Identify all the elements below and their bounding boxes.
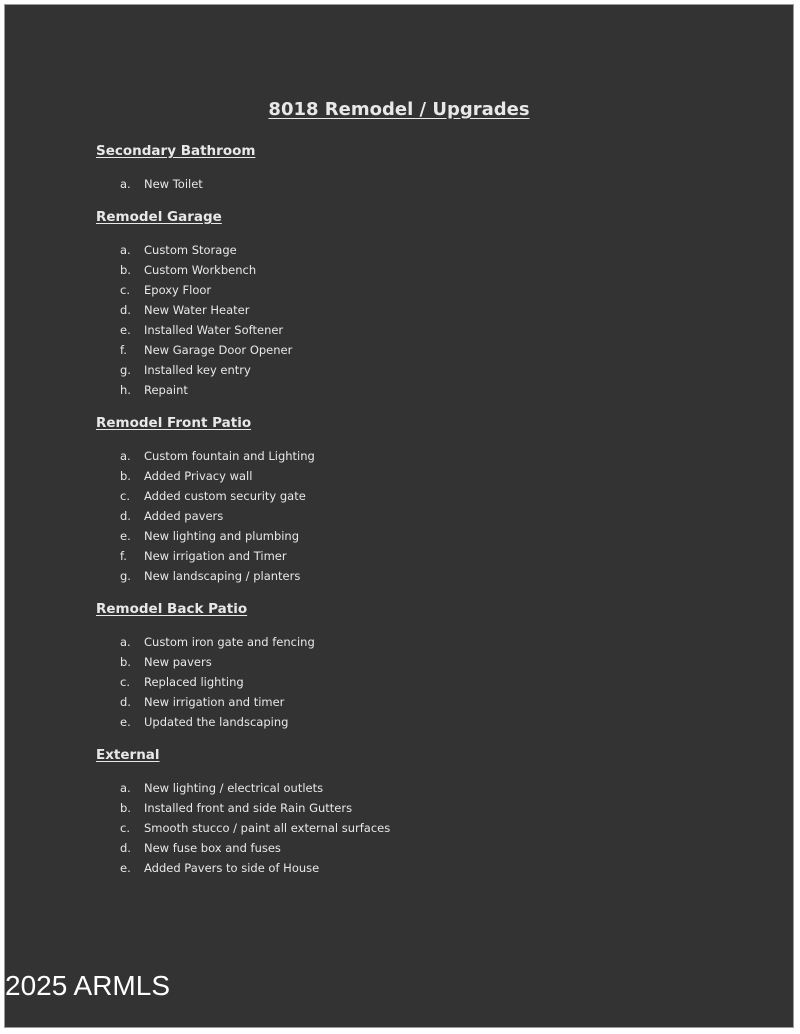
list-item-text: Added Pavers to side of House (144, 861, 320, 875)
list-item-text: Installed key entry (144, 363, 251, 377)
list-marker: d. (120, 841, 131, 855)
list-item (96, 174, 696, 194)
list-item-text: New Water Heater (144, 303, 250, 317)
list-item-text: Custom fountain and Lighting (144, 449, 315, 463)
list-marker: g. (120, 363, 131, 377)
list-item-text: Added Privacy wall (144, 469, 253, 483)
list-marker: f. (120, 343, 127, 357)
section-heading: Remodel Back Patio (96, 601, 248, 617)
list-item-text: Epoxy Floor (144, 283, 212, 297)
list-item-text: New pavers (144, 655, 212, 669)
section-external (96, 745, 696, 891)
list-item (96, 320, 696, 340)
list-item-text: Added pavers (144, 509, 224, 523)
list-marker: e. (120, 529, 131, 543)
list-item-text: Custom Storage (144, 243, 237, 257)
section-heading: Remodel Garage (96, 209, 222, 225)
list-item (96, 300, 696, 320)
section-heading: Remodel Front Patio (96, 415, 252, 431)
list-item-text: Added custom security gate (144, 489, 306, 503)
list-item (96, 798, 696, 818)
list-item (96, 672, 696, 692)
list-item-text: New Toilet (144, 177, 203, 191)
item-list (96, 433, 696, 599)
list-item-text: Repaint (144, 383, 188, 397)
list-marker: a. (120, 635, 131, 649)
list-item (96, 692, 696, 712)
document-title: 8018 Remodel / Upgrades (268, 99, 530, 120)
list-marker: e. (120, 323, 131, 337)
list-item (96, 506, 696, 526)
list-marker: b. (120, 801, 131, 815)
list-item-text: Smooth stucco / paint all external surfaces (144, 821, 391, 835)
list-marker: a. (120, 243, 131, 257)
list-item (96, 778, 696, 798)
list-item (96, 260, 696, 280)
document-body (96, 141, 696, 891)
list-marker: b. (120, 655, 131, 669)
item-list (96, 619, 696, 745)
list-marker: d. (120, 303, 131, 317)
section-remodel-garage (96, 207, 696, 413)
list-marker: a. (120, 781, 131, 795)
list-item (96, 466, 696, 486)
list-item (96, 546, 696, 566)
list-marker: c. (120, 821, 130, 835)
section-remodel-front-patio (96, 413, 696, 599)
section-heading: Secondary Bathroom (96, 143, 256, 159)
list-item (96, 818, 696, 838)
list-item (96, 652, 696, 672)
list-item (96, 360, 696, 380)
section-heading: External (96, 747, 160, 763)
list-marker: b. (120, 263, 131, 277)
list-marker: d. (120, 695, 131, 709)
list-item (96, 526, 696, 546)
section-remodel-back-patio (96, 599, 696, 745)
list-marker: f. (120, 549, 127, 563)
list-item-text: New lighting / electrical outlets (144, 781, 324, 795)
list-item (96, 280, 696, 300)
list-item (96, 486, 696, 506)
list-item-text: Installed Water Softener (144, 323, 284, 337)
list-item-text: Custom Workbench (144, 263, 257, 277)
list-item (96, 632, 696, 652)
list-item-text: New irrigation and Timer (144, 549, 287, 563)
list-marker: e. (120, 715, 131, 729)
list-item (96, 240, 696, 260)
list-item (96, 858, 696, 878)
list-marker: g. (120, 569, 131, 583)
list-item-text: New lighting and plumbing (144, 529, 300, 543)
list-item (96, 380, 696, 400)
list-item-text: New fuse box and fuses (144, 841, 281, 855)
list-item-text: Updated the landscaping (144, 715, 289, 729)
item-list (96, 161, 696, 207)
list-item-text: New landscaping / planters (144, 569, 301, 583)
list-marker: d. (120, 509, 131, 523)
list-item-text: Replaced lighting (144, 675, 244, 689)
copyright-watermark: 2025 ARMLS (5, 970, 170, 1001)
list-item-text: Installed front and side Rain Gutters (144, 801, 353, 815)
list-item-text: New Garage Door Opener (144, 343, 293, 357)
list-marker: c. (120, 489, 130, 503)
list-item (96, 566, 696, 586)
item-list (96, 227, 696, 413)
list-marker: a. (120, 177, 131, 191)
document-page (4, 4, 794, 1028)
list-item (96, 712, 696, 732)
item-list (96, 765, 696, 891)
list-item (96, 446, 696, 466)
section-secondary-bathroom (96, 141, 696, 207)
list-item (96, 340, 696, 360)
list-marker: b. (120, 469, 131, 483)
list-marker: c. (120, 675, 130, 689)
list-marker: a. (120, 449, 131, 463)
list-marker: e. (120, 861, 131, 875)
list-item-text: New irrigation and timer (144, 695, 285, 709)
list-item-text: Custom iron gate and fencing (144, 635, 315, 649)
list-marker: c. (120, 283, 130, 297)
list-item (96, 838, 696, 858)
list-marker: h. (120, 383, 131, 397)
